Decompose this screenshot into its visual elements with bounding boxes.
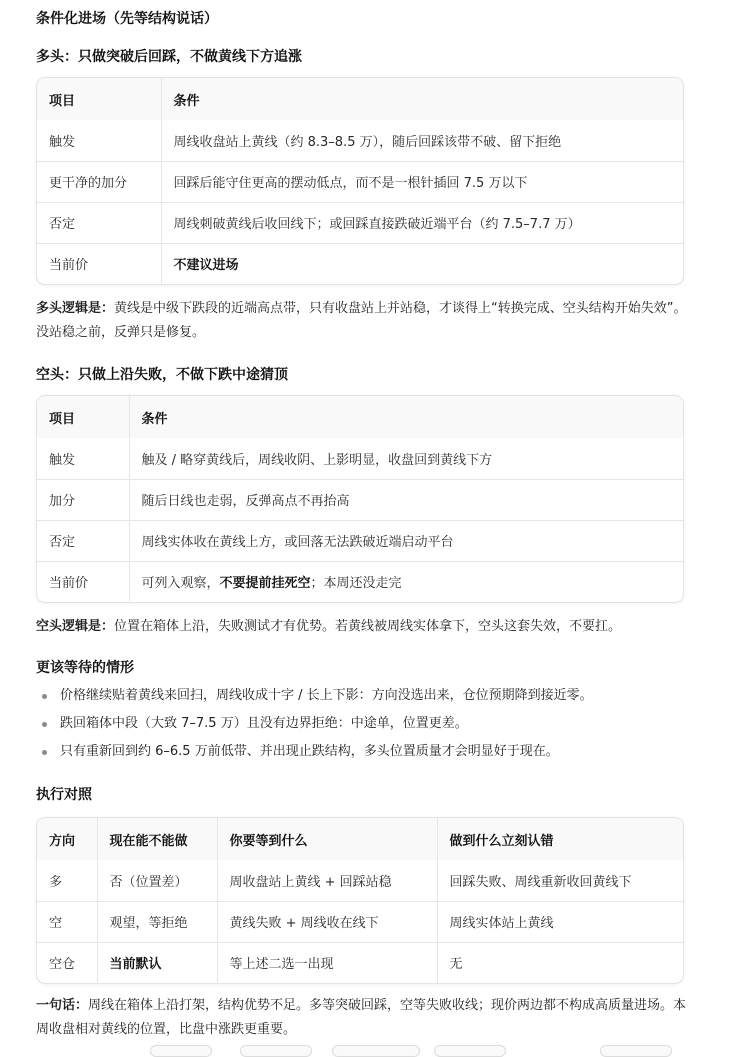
- action-button[interactable]: [332, 1045, 420, 1057]
- action-button[interactable]: [240, 1045, 312, 1057]
- list-item: [36, 710, 696, 738]
- list-item: [36, 738, 696, 766]
- list-item-text: 价格继续贴着黄线来回扫，周线收成十字 / 长上下影：方向没选出来，仓位预期降到接近零。: [60, 688, 593, 703]
- column-header: 做到什么立刻认错: [437, 818, 683, 860]
- table-cell: [129, 561, 683, 602]
- column-header: 方向: [37, 818, 97, 860]
- long-heading: 多头：只做突破后回踩，不做黄线下方追涨: [36, 49, 302, 65]
- current-post-text: ；本周还没走完: [310, 576, 402, 592]
- table-cell: 随后日线也走弱，反弹高点不再抬高: [129, 479, 683, 520]
- table-cell: 周收盘站上黄线 + 回踩站稳: [217, 860, 437, 901]
- exec-heading: 执行对照: [36, 787, 92, 803]
- current-pre-text: 可列入观察，: [141, 576, 220, 592]
- wait-heading: 更该等待的情形: [36, 660, 134, 676]
- short-logic-text: 位置在箱体上沿，失败测试才有优势。若黄线被周线实体拿下，空头这套失效，不要扛。: [114, 619, 622, 634]
- table-row: [37, 479, 683, 520]
- current-bold-text: 不要提前挂死空: [219, 576, 311, 592]
- table-cell: 当前默认: [97, 942, 217, 983]
- long-logic-label: 多头逻辑是：: [36, 301, 115, 316]
- table-cell: 否（位置差）: [97, 860, 217, 901]
- short-logic-label: 空头逻辑是：: [36, 619, 115, 634]
- table-cell: 触发: [49, 134, 76, 150]
- page-title: 条件化进场（先等结构说话）: [36, 11, 218, 27]
- table-header-row: [37, 818, 683, 860]
- table-cell: 当前价: [37, 561, 129, 602]
- summary-text: 周线在箱体上沿打架，结构优势不足。多等突破回踩，空等失败收线；现价两边都不构成高质量进场。本周收盘相对黄线的位置，比盘中涨跌更重要。: [36, 998, 687, 1037]
- table-cell: 周线实体收在黄线上方，或回落无法跌破近端启动平台: [129, 520, 683, 561]
- list-item: [36, 682, 696, 710]
- table-cell: 触发: [49, 452, 76, 468]
- summary-label: 一句话：: [36, 998, 89, 1013]
- long-conditions-table: [36, 77, 684, 285]
- table-cell: 观望，等拒绝: [97, 901, 217, 942]
- table-row: [37, 202, 683, 243]
- table-cell: 否定: [37, 520, 129, 561]
- table-row: [37, 561, 683, 602]
- column-header: 你要等到什么: [217, 818, 437, 860]
- action-button[interactable]: [600, 1045, 672, 1057]
- table-row: [37, 438, 683, 479]
- column-header: 条件: [161, 78, 683, 120]
- table-cell: 加分: [37, 479, 129, 520]
- table-row: [37, 901, 683, 942]
- table-row: [37, 161, 683, 202]
- action-button[interactable]: [150, 1045, 212, 1057]
- short-logic-paragraph: [36, 615, 696, 639]
- table-cell: 多: [49, 874, 63, 890]
- table-cell: 周线实体站上黄线: [437, 901, 683, 942]
- short-conditions-table: [36, 395, 684, 603]
- table-header-row: [37, 78, 683, 120]
- wait-list: [36, 682, 696, 766]
- list-item-text: 只有重新回到约 6–6.5 万前低带、并出现止跌结构，多头位置质量才会明显好于现在。: [60, 744, 559, 759]
- table-cell: 更干净的加分: [37, 161, 161, 202]
- table-cell: 等上述二选一出现: [217, 942, 437, 983]
- table-cell: 无: [437, 942, 683, 983]
- table-cell: 当前价: [37, 243, 161, 284]
- table-row: [37, 243, 683, 284]
- table-cell: 空: [37, 901, 97, 942]
- table-cell: 周线刺破黄线后收回线下；或回踩直接跌破近端平台（约 7.5–7.7 万）: [161, 202, 683, 243]
- bullet-icon: [42, 694, 47, 699]
- table-cell: 周线收盘站上黄线（约 8.3–8.5 万），随后回踩该带不破、留下拒绝: [161, 120, 683, 161]
- table-row: [37, 120, 683, 161]
- column-header: 项目: [37, 78, 161, 120]
- table-cell: 否定: [37, 202, 161, 243]
- table-cell: 黄线失败 + 周线收在线下: [217, 901, 437, 942]
- table-row: [37, 942, 683, 983]
- exec-table: [36, 817, 684, 984]
- bullet-icon: [42, 722, 47, 727]
- action-button[interactable]: [434, 1045, 506, 1057]
- summary-paragraph: [36, 994, 696, 1042]
- table-cell: 触及 / 略穿黄线后，周线收阴、上影明显，收盘回到黄线下方: [129, 438, 683, 479]
- list-item-text: 跌回箱体中段（大致 7–7.5 万）且没有边界拒绝：中途单，位置更差。: [60, 716, 468, 731]
- column-header: 条件: [129, 396, 683, 438]
- bullet-icon: [42, 750, 47, 755]
- table-header-row: [37, 396, 683, 438]
- column-header: 现在能不能做: [97, 818, 217, 860]
- table-cell: 回踩后能守住更高的摆动低点，而不是一根针插回 7.5 万以下: [161, 161, 683, 202]
- table-cell: 空仓: [37, 942, 97, 983]
- column-header: 项目: [37, 396, 129, 438]
- short-heading: 空头：只做上沿失败，不做下跌中途猜顶: [36, 367, 288, 383]
- long-logic-text: 黄线是中级下跌段的近端高点带，只有收盘站上并站稳，才谈得上“转换完成、空头结构开始失效”。没站稳之前，反弹只是修复。: [36, 301, 687, 340]
- long-logic-paragraph: [36, 297, 696, 345]
- table-row: [37, 520, 683, 561]
- table-row: [37, 860, 683, 901]
- table-cell: 回踩失败、周线重新收回黄线下: [437, 860, 683, 901]
- table-cell: 不建议进场: [161, 243, 683, 284]
